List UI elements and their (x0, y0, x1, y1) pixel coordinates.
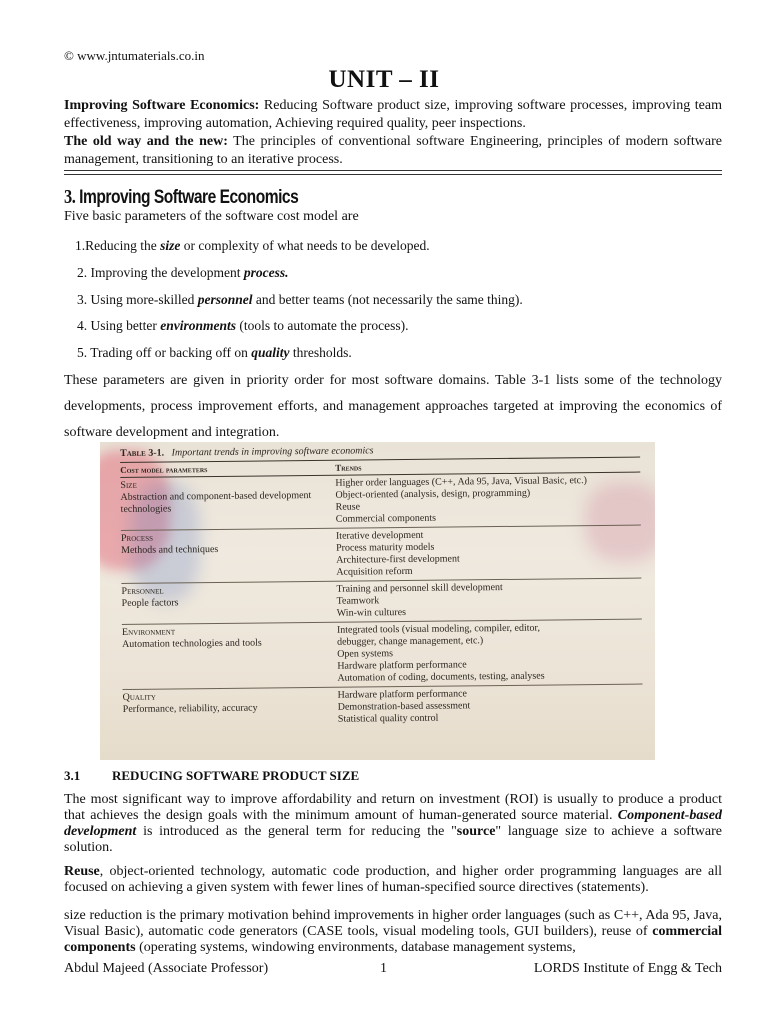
subsection-heading (64, 768, 359, 784)
paragraph-keyword: Component-based development (64, 808, 722, 839)
table-trend: debugger, change management, etc.) (336, 635, 484, 648)
paragraph-text: size reduction is the primary motivation behind improvements in higher order languages (such as C++, Ada 95, Java, Visual Basic), automatic code generators (CASE tools, visual modeling tools, GUI builders), reuse of (64, 908, 722, 939)
divider-line (64, 174, 722, 175)
list-item-keyword: quality (251, 345, 290, 360)
paragraph-text: is introduced as the general term for reducing the " (136, 824, 457, 839)
table-row (123, 685, 643, 730)
source-watermark: © www.jntumaterials.co.in (64, 48, 205, 63)
table-group-sub: People factors (121, 597, 179, 609)
table-column-header: Trends (335, 462, 362, 473)
table-caption-label: Table 3-1. (120, 447, 165, 459)
table-trend: Acquisition reform (336, 565, 413, 578)
section-title: Improving Software Economics (75, 187, 299, 208)
table-trend: Iterative development (335, 529, 424, 542)
table-row (120, 473, 641, 531)
list-item-keyword: size (160, 238, 181, 253)
table-trend: Architecture-first development (336, 553, 460, 566)
list-item (77, 265, 288, 281)
table-group-sub: Methods and techniques (121, 543, 219, 556)
paragraph-text: (operating systems, windowing environments, database management systems, (135, 940, 576, 955)
table-group-sub: Performance, reliability, accuracy (122, 702, 258, 715)
table-trend: Commercial components (335, 512, 437, 525)
list-item (77, 345, 352, 361)
paragraph (64, 864, 722, 896)
list-item (75, 238, 430, 254)
footer-institute: LORDS Institute of Engg & Tech (533, 961, 722, 976)
table-trend: Hardware platform performance (337, 688, 468, 701)
list-item-text: 3. Using more-skilled (77, 292, 198, 307)
table-trend: Higher order languages (C++, Ada 95, Java, Visual Basic, etc.) (335, 475, 587, 489)
paragraph-keyword: commercial components (64, 924, 722, 955)
table-trend: Object-oriented (analysis, design, programming) (335, 487, 531, 501)
table-row (122, 620, 643, 690)
list-item-keyword: personnel (197, 292, 253, 307)
overview-economics-text: Reducing Software product size, improving software processes, improving team effectiveness, improving automation, Achieving required quality, peer inspections. (64, 98, 722, 131)
table-group-name: Process (120, 532, 154, 544)
section-number: 3. (64, 186, 76, 208)
page-number: 1 (380, 961, 387, 976)
section-lead: Five basic parameters of the software cost model are (64, 209, 359, 224)
list-item-text: 4. Using better (77, 318, 161, 333)
table-group-name: Personnel (121, 585, 164, 597)
list-item (77, 318, 408, 334)
paragraph-text: " language size to achieve a software solution. (64, 824, 722, 855)
unit-title: UNIT – II (328, 66, 440, 93)
table-row (121, 526, 642, 584)
table-trend: Statistical quality control (337, 712, 439, 725)
table-group-sub: Abstraction and component-based development technologies (120, 489, 312, 515)
footer-author: Abdul Majeed (Associate Professor) (64, 961, 269, 976)
section-body: These parameters are given in priority order for most software domains. Table 3-1 lists some of the technology developments, process improvement efforts, and management approaches targeted at improving the economics of software development and integration. (64, 373, 722, 440)
table-trend: Training and personnel skill development (336, 581, 503, 595)
list-item-text: thresholds. (289, 345, 352, 360)
subsection-title: REDUCING SOFTWARE PRODUCT SIZE (112, 768, 360, 783)
overview-old-new (64, 133, 722, 169)
table-group-sub: Automation technologies and tools (122, 637, 262, 650)
table-row (121, 579, 641, 625)
list-item-text: 5. Trading off or backing off on (77, 345, 252, 360)
list-item-keyword: environments (160, 318, 237, 333)
table-group-name: Size (120, 479, 137, 491)
paragraph-keyword: Reuse (64, 864, 100, 879)
list-item-text: or complexity of what needs to be developed. (180, 238, 430, 253)
table-trend: Open systems (337, 648, 394, 660)
table-trend: Hardware platform performance (337, 659, 467, 672)
paragraph (64, 908, 722, 956)
table-caption-text: Important trends in improving software economics (171, 445, 374, 459)
list-item (77, 292, 523, 308)
table-trend: Teamwork (336, 595, 380, 607)
table-trend: Win-win cultures (336, 607, 407, 619)
list-item-text: 1.Reducing the (75, 238, 161, 253)
unit-overview (64, 97, 722, 169)
table-column-header: Cost model parameters (120, 464, 208, 475)
table-trend: Process maturity models (336, 541, 435, 554)
scanned-table-image (100, 442, 655, 760)
list-item-text: 2. Improving the development (77, 265, 244, 280)
paragraph (64, 792, 722, 856)
table-trend: Demonstration-based assessment (337, 700, 471, 713)
list-item-keyword: process. (243, 265, 289, 280)
paragraph-text: The most significant way to improve affordability and return on investment (ROI) is usually to produce a product that achieves the design goals with the minimum amount of human-generated source material. (64, 792, 722, 823)
overview-old-new-text: The principles of conventional software Engineering, principles of modern software management, transitioning to an iterative process. (64, 134, 722, 167)
divider-line (64, 170, 722, 171)
table-trend: Automation of coding, documents, testing, analyses (337, 670, 545, 684)
table-group-name: Quality (122, 691, 156, 703)
list-item-text: (tools to automate the process). (236, 318, 409, 333)
overview-old-new-label: The old way and the new: (64, 134, 228, 149)
overview-economics (64, 97, 722, 133)
subsection-number: 3.1 (64, 768, 81, 783)
section-heading (64, 186, 298, 209)
list-item-text: and better teams (not necessarily the same thing). (252, 292, 523, 307)
table-group-name: Environment (121, 626, 176, 638)
paragraph-text: , object-oriented technology, automatic code production, and higher order programming languages are all focused on achieving a given system with fewer lines of human-specified source directives (statements). (64, 864, 722, 895)
table-trend: Integrated tools (visual modeling, compiler, editor, (336, 622, 541, 636)
trends-table (120, 443, 643, 730)
paragraph-keyword: source (456, 824, 496, 839)
overview-economics-label: Improving Software Economics: (64, 98, 260, 113)
table-trend: Reuse (335, 501, 361, 513)
